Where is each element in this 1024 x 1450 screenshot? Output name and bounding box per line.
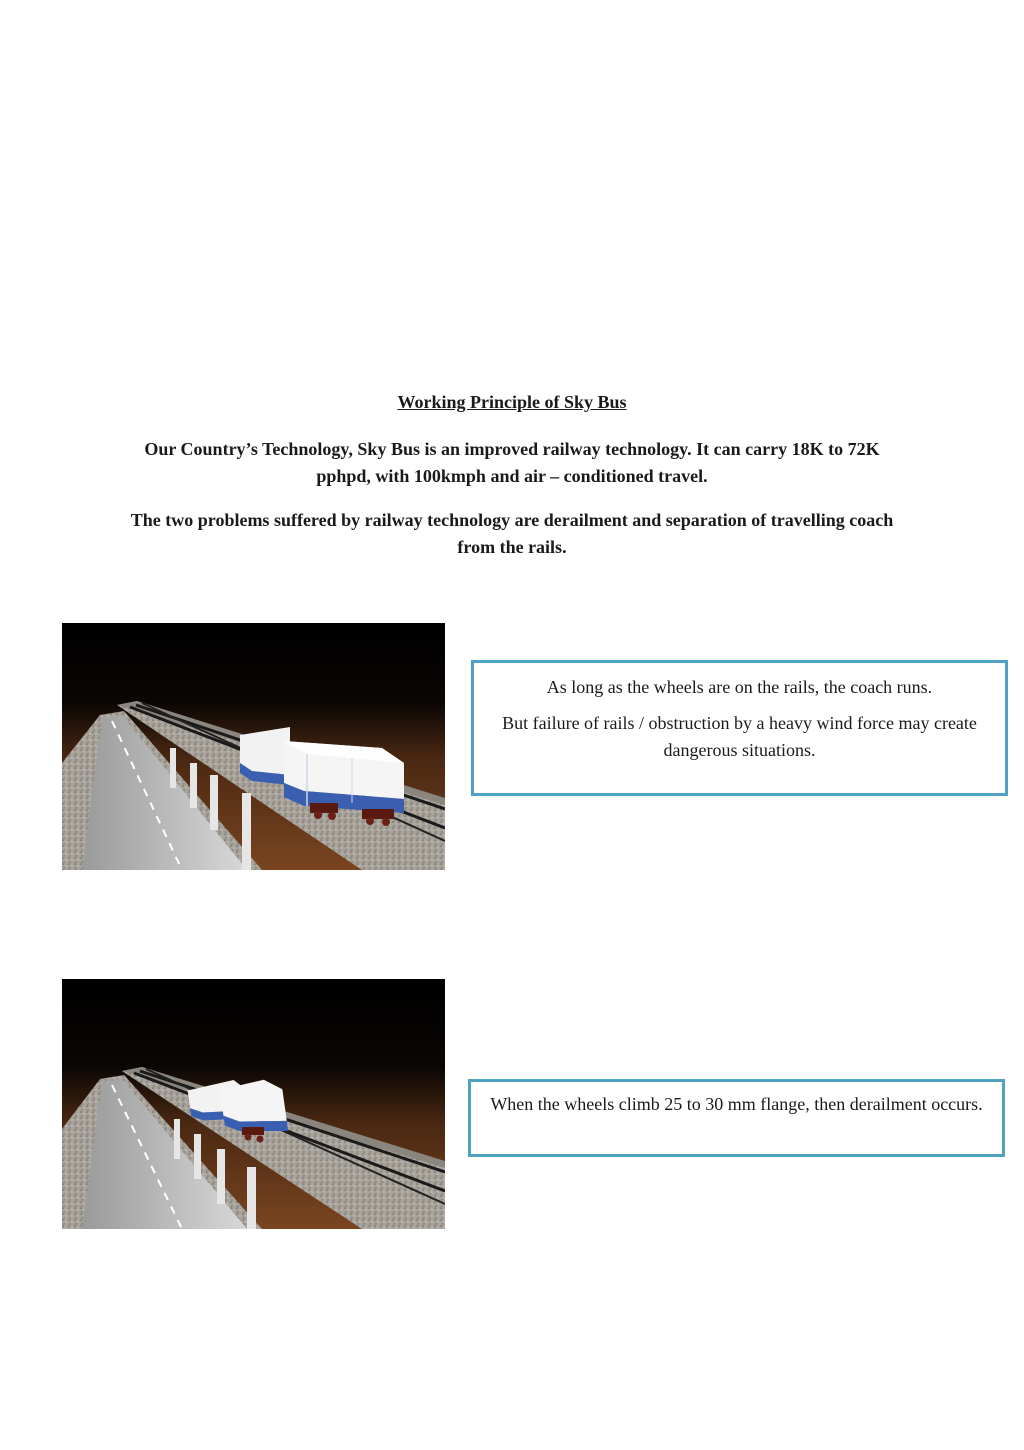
callout-text: But failure of rails / obstruction by a heavy wind force may create dangerous situations. bbox=[502, 713, 977, 760]
callout-box-2 bbox=[468, 1079, 1005, 1157]
callout-text: As long as the wheels are on the rails, the coach runs. bbox=[546, 677, 933, 697]
callout-box-1 bbox=[471, 660, 1008, 796]
callout-text: When the wheels climb 25 to 30 mm flange, then derailment occurs. bbox=[490, 1094, 983, 1114]
page-title: Working Principle of Sky Bus bbox=[397, 392, 627, 412]
sky-bus-illustration-2 bbox=[62, 979, 445, 1229]
problems-paragraph: The two problems suffered by railway technology are derailment and separation of travelling coach from the rails. bbox=[130, 510, 894, 557]
intro-paragraph: Our Country’s Technology, Sky Bus is an improved railway technology. It can carry 18K to 72K pphpd, with 100kmph and air – conditioned travel. bbox=[144, 439, 880, 486]
sky-bus-illustration-1 bbox=[62, 623, 445, 870]
